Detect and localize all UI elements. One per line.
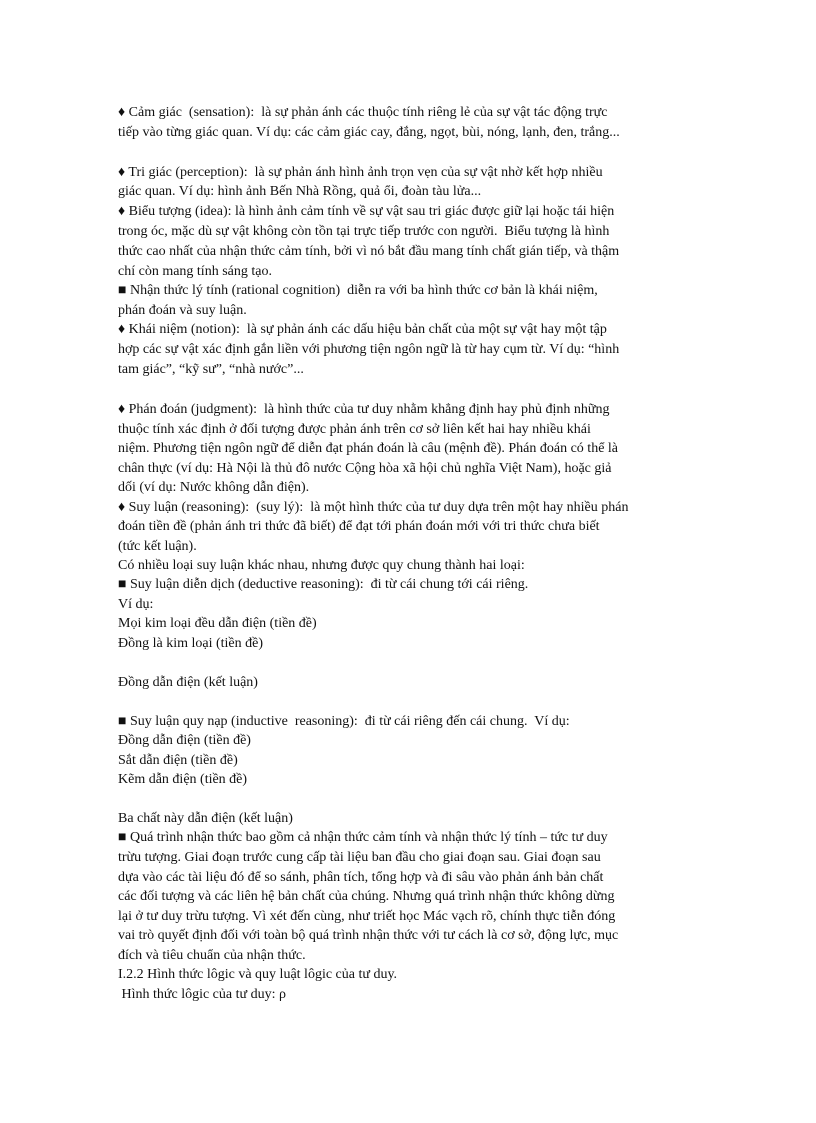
paragraph-line: tiếp vào từng giác quan. Ví dụ: các cảm giác cay, đắng, ngọt, bùi, nóng, lạnh, đen, trắng... [118,125,620,140]
paragraph-line: dối (ví dụ: Nước không dẫn điện). [118,480,310,495]
paragraph-line: ■ Nhận thức lý tính (rational cognition) diễn ra với ba hình thức cơ bản là khái niệm, [118,283,598,298]
section-heading: I.2.2 Hình thức lôgic và quy luật lôgic của tư duy. [118,967,398,982]
paragraph-line: Ví dụ: [118,597,154,612]
paragraph-line: dựa vào các tài liệu đó để so sánh, phân tích, tổng hợp và đi sâu vào phản ánh bản chất [118,870,604,885]
paragraph-line: ♦ Phán đoán (judgment): là hình thức của tư duy nhằm khẳng định hay phủ định những [118,402,610,417]
paragraph-line: vai trò quyết định đối với toàn bộ quá trình nhận thức với tư cách là cơ sở, động lực, mục [118,928,619,943]
paragraph-line: ♦ Cảm giác (sensation): là sự phản ánh các thuộc tính riêng lẻ của sự vật tác động trực [118,105,608,120]
paragraph-line: thức cao nhất của nhận thức cảm tính, bởi vì nó bắt đầu mang tính chất gián tiếp, và thậm [118,244,620,259]
paragraph-line: lại ở tư duy trừu tượng. Vì xét đến cùng, như triết học Mác vạch rõ, chính thực tiễn đóng [118,909,616,924]
paragraph-line: các đối tượng và các liên hệ bản chất của chúng. Nhưng quá trình nhận thức không dừng [118,889,615,904]
paragraph-line: chân thực (ví dụ: Hà Nội là thủ đô nước Cộng hòa xã hội chủ nghĩa Việt Nam), hoặc giả [118,461,612,476]
paragraph-line: thuộc tính xác định ở đối tượng được phản ánh trên cơ sở liên kết hai hay nhiều khái [118,422,591,437]
paragraph-line: ■ Quá trình nhận thức bao gồm cả nhận thức cảm tính và nhận thức lý tính – tức tư duy [118,830,608,845]
paragraph-line: Đồng dẫn điện (tiền đề) [118,733,251,748]
paragraph-line: ♦ Biểu tượng (idea): là hình ảnh cảm tính về sự vật sau tri giác được giữ lại hoặc tái hiện [118,204,615,219]
paragraph-line: đoán tiền đề (phản ánh tri thức đã biết) để đạt tới phán đoán mới với tri thức chưa biết [118,519,600,534]
paragraph-line: ■ Suy luận diễn dịch (deductive reasoning): đi từ cái chung tới cái riêng. [118,577,529,592]
paragraph-line: ♦ Tri giác (perception): là sự phản ánh hình ảnh trọn vẹn của sự vật nhờ kết hợp nhiều [118,165,603,180]
paragraph-line: ♦ Suy luận (reasoning): (suy lý): là một hình thức của tư duy dựa trên một hay nhiều phán [118,500,629,515]
paragraph-line: giác quan. Ví dụ: hình ảnh Bến Nhà Rồng, quả ổi, đoàn tàu lửa... [118,184,482,199]
paragraph-line: Có nhiều loại suy luận khác nhau, nhưng được quy chung thành hai loại: [118,558,525,573]
paragraph-line: trong óc, mặc dù sự vật không còn tồn tại trực tiếp trước con người. Biểu tượng là hình [118,224,610,239]
paragraph-line: (tức kết luận). [118,539,197,554]
paragraph-line: tam giác”, “kỹ sư”, “nhà nước”... [118,362,304,377]
paragraph-line: Mọi kim loại đều dẫn điện (tiền đề) [118,616,317,631]
paragraph-line: Đồng là kim loại (tiền đề) [118,636,264,651]
paragraph-line: đích và tiêu chuẩn của nhận thức. [118,948,306,963]
paragraph-line: Sắt dẫn điện (tiền đề) [118,753,238,768]
paragraph-line: trừu tượng. Giai đoạn trước cung cấp tài liệu ban đầu cho giai đoạn sau. Giai đoạn sau [118,850,601,865]
paragraph-line: ♦ Khái niệm (notion): là sự phản ánh các dấu hiệu bản chất của một sự vật hay một tập [118,322,607,337]
paragraph-line: ■ Suy luận quy nạp (inductive reasoning): đi từ cái riêng đến cái chung. Ví dụ: [118,714,570,729]
paragraph-line: niệm. Phương tiện ngôn ngữ để diễn đạt phán đoán là câu (mệnh đề). Phán đoán có thể là [118,441,619,456]
paragraph-line: Ba chất này dẫn điện (kết luận) [118,811,293,826]
paragraph-line: hợp các sự vật xác định gắn liền với phương tiện ngôn ngữ là từ hay cụm từ. Ví dụ: “hình [118,342,620,357]
subsection-heading: Hình thức lôgic của tư duy: ρ [118,987,286,1002]
paragraph-line: phán đoán và suy luận. [118,303,247,318]
paragraph-line: chí còn mang tính sáng tạo. [118,264,272,279]
paragraph-line: Đồng dẫn điện (kết luận) [118,675,258,690]
paragraph-line: Kẽm dẫn điện (tiền đề) [118,772,248,787]
